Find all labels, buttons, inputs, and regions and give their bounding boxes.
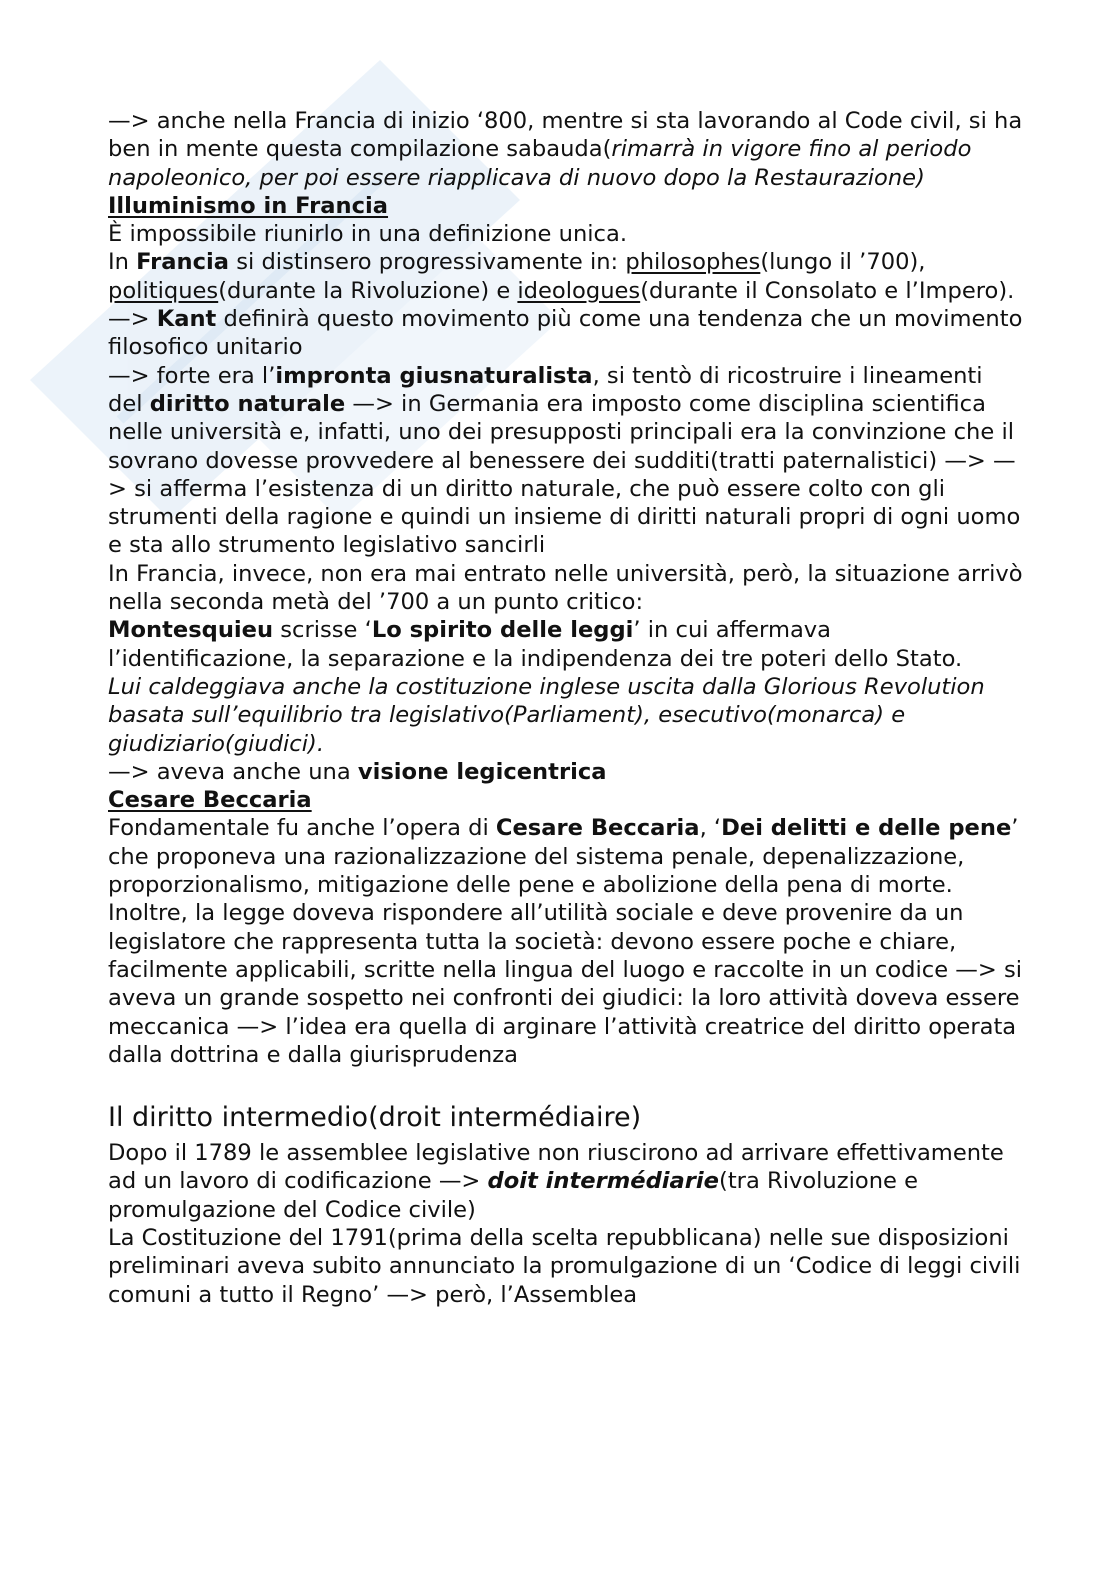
paragraph-montesquieu: Montesquieu scrisse ‘Lo spirito delle leggi’ in cui affermava l’identificazione, la separazione e la indipendenza dei tre poteri dello Stato. — [108, 617, 963, 672]
heading-beccaria: Cesare Beccaria — [108, 787, 312, 814]
heading-diritto-intermedio: Il diritto intermedio(droit intermédiaire) — [108, 1102, 642, 1134]
paragraph-legicentrica: —> aveva anche una visione legicentrica — [108, 758, 607, 785]
paragraph-code-civil: —> anche nella Francia di inizio ‘800, mentre si sta lavorando al Code civil, si ha ben in mente questa compilazione sabauda(rimarrà in vigore fino al periodo napoleonico, per poi essere riapplicava di nuovo dopo la Restaurazione) — [108, 108, 1023, 191]
paragraph-costituzione-inglese: Lui caldeggiava anche la costituzione inglese uscita dalla Glorious Revolution basata sull’equilibrio tra legislativo(Parliament), esecutivo(monarca) e giudiziario(giudici). — [108, 673, 985, 757]
term-philosophes: philosophes — [625, 249, 761, 276]
paragraph-legge-utilita: Inoltre, la legge doveva rispondere all’utilità sociale e deve provenire da un legislatore che rappresenta tutta la società: devono essere poche e chiare, facilmente applicabili, scritte nella lingua del luogo e raccolte in un codice —> si aveva un grande sospetto nei confronti dei giudici: la loro attività doveva essere meccanica —> l’idea era quella di arginare l’attività creatrice del diritto operata dalla dottrina e dalla giurisprudenza — [108, 900, 1023, 1068]
paragraph-kant: —> Kant definirà questo movimento più come una tendenza che un movimento filosofico unitario — [108, 306, 1023, 361]
paragraph-francia: In Francia si distinsero progressivamente in: philosophes(lungo il ’700), politiques(durante la Rivoluzione) e ideologues(durante il Consolato e l’Impero). — [108, 249, 1015, 304]
paragraph-costituzione-1791: La Costituzione del 1791(prima della scelta repubblicana) nelle sue disposizioni preliminari aveva subito annunciato la promulgazione di un ‘Codice di leggi civili comuni a tutto il Regno’ —> però, l’Assemblea — [108, 1224, 1021, 1308]
paragraph-beccaria-opera: Fondamentale fu anche l’opera di Cesare Beccaria, ‘Dei delitti e delle pene’ che proponeva una razionalizzazione del sistema penale, depenalizzazione, proporzionalismo, mitigazione delle pene e abolizione della pena di morte. — [108, 815, 1019, 899]
paragraph-definizione: È impossibile riunirlo in una definizione unica. — [108, 221, 628, 248]
document-page — [108, 107, 1023, 1309]
paragraph-giusnaturalismo: —> forte era l’impronta giusnaturalista, si tentò di ricostruire i lineamenti del diritto naturale —> in Germania era imposto come disciplina scientifica nelle università e, infatti, uno dei presupposti principali era la convinzione che il sovrano dovesse provvedere al benessere dei sudditi(tratti paternalistici) —> —> si afferma l’esistenza di un diritto naturale, che può essere colto con gli strumenti della ragione e quindi un insieme di diritti naturali propri di ogni uomo e sta allo strumento legislativo sancirli — [108, 362, 1021, 559]
term-politiques: politiques — [108, 277, 219, 304]
paragraph-francia-universita: In Francia, invece, non era mai entrato nelle università, però, la situazione arrivò nella seconda metà del ’700 a un punto critico: — [108, 560, 1023, 616]
paragraph-dopo-1789: Dopo il 1789 le assemblee legislative non riuscirono ad arrivare effettivamente ad un lavoro di codificazione —> doit intermédiarie(tra Rivoluzione e promulgazione del Codice civile) — [108, 1140, 1004, 1223]
heading-illuminismo: Illuminismo in Francia — [108, 192, 389, 219]
term-ideologues: ideologues — [517, 277, 641, 304]
